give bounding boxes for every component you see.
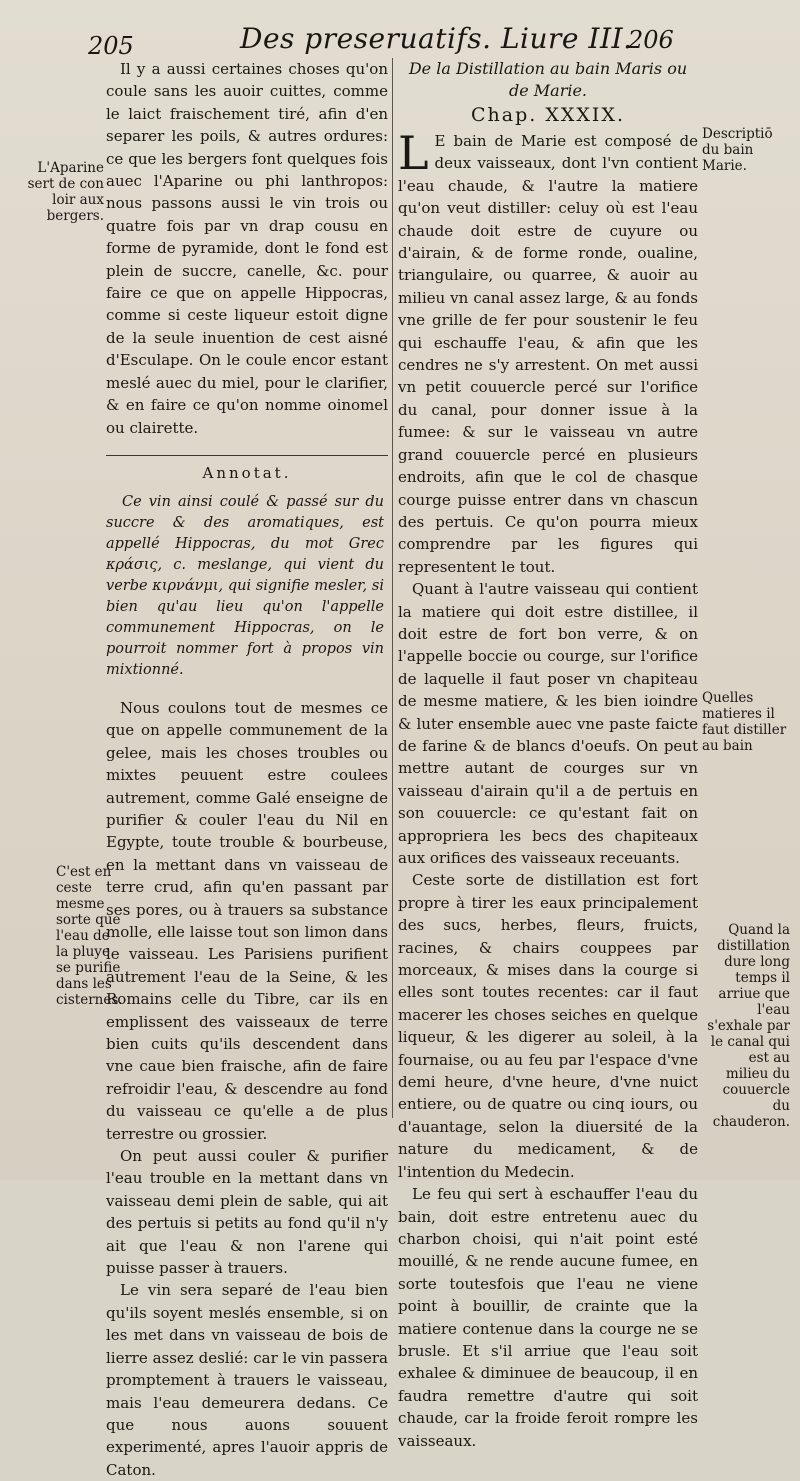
- page-header: [0, 12, 800, 60]
- annotation-rule: [106, 455, 388, 456]
- margin-note-description: Descriptiō du bain Marie.: [702, 126, 773, 174]
- chapter-heading: De la Distillation au bain Maris ou de Marie.: [408, 59, 688, 100]
- right-paragraph-3: Ceste sorte de distillation est fort propre à tirer les eaux principalement des sucs, herbes, fleurs, fruicts, racines, & chairs couppees par morceaux, & mises dans la courge si elles sont toutes recentes: car il faut macerer les choses seiches en quelque liqueur, & les digerer au soleil, à la fournaise, ou au feu par l'espace d'vne demi heure, d'vne heure, d'vne nuict entiere, ou de quatre ou cinq iours, ou d'auantage, selon la diuersité de la nature du medicament, & de l'intention du Medecin.: [398, 871, 698, 1181]
- margin-note-matieres: Quelles matieres il faut distiller au bain: [702, 690, 787, 754]
- right-paragraph-1: [398, 126, 698, 578]
- chapter-number: Chap. XXXIX.: [471, 104, 625, 126]
- left-column: [106, 58, 388, 1481]
- page-number-right: 206: [628, 26, 674, 54]
- right-paragraph-4: Le feu qui sert à eschauffer l'eau du bain, doit estre entretenu auec du charbon choisi, qui n'ait point esté mouillé, & ne rende aucune fumee, en sorte toutesfois que l'eau ne viene point à bouillir, de crainte que la matiere contenue dans la courge ne se brusle. Et s'il arriue que l'eau soit exhalee & diminuee de beaucoup, il en faudra remettre d'autre qui soit chaude, car la froide feroit rompre les vaisseaux.: [398, 1185, 698, 1450]
- right-column: [398, 58, 698, 1452]
- left-paragraph-4: Le vin sera separé de l'eau bien qu'ils soyent meslés ensemble, si on les met dans vn vaisseau de bois de lierre assez deslié: car le vin passera promptement à trauers le vaisseau, mais l'eau demeurera dedans. Ce que nous auons souuent experimenté, apres l'auoir appris de Caton.: [106, 1281, 388, 1479]
- left-paragraph-1: Il y a aussi certaines choses qu'on coule sans les auoir cuittes, comme le laict fraischement tiré, afin d'en separer les poils, & autres ordures: ce que les bergers font quelques fois auec l'Aparine ou phi lanthropos: nous passons aussi le vin trois ou quatre fois par vn drap cousu en forme de pyramide, dont le fond est plein de succre, canelle, &c. pour faire ce que on appelle Hippocras, comme si ceste liqueur estoit digne de la seule inuention de cest aisné d'Esculape. On le coule encor estant meslé auec du miel, pour le clarifier, & en faire ce qu'on nomme oinomel ou clairette.: [106, 60, 388, 437]
- right-paragraph-1-text: E bain de Marie est composé de deux vaisseaux, dont l'vn contient l'eau chaude, & l'autre la matiere qu'on veut distiller: celuy où est l'eau chaude doit estre de cuyure ou d'airain, & de forme ronde, oualine, triangulaire, ou quarree, & auoir au milieu vn canal assez large, & au fonds vne grille de fer pour soustenir le feu qui eschauffe l'eau, & afin que les cendres ne s'y arrestent. On met aussi vn petit couuercle percé sur l'orifice du canal, pour donner issue à la fumee: & sur le vaisseau vn autre grand couuercle percé en plusieurs endroits, afin que le col de chasque courge puisse entrer dans vn chascun des pertuis. Ce qu'on pourra mieux comprendre par les figures qui representent le tout.: [398, 132, 698, 576]
- running-title: Des preseruatifs. Liure III.: [240, 22, 633, 55]
- margin-note-aparine: L'Aparine sert de con loir aux bergers.: [27, 160, 104, 224]
- column-divider: [392, 58, 393, 1118]
- left-paragraph-2: Nous coulons tout de mesmes ce que on appelle communement de la gelee, mais les choses troubles ou mixtes peuuent estre coulees autrement, comme Galé enseigne de purifier & couler l'eau du Nil en Egypte, toute trouble & bourbeuse, en la mettant dans vn vaisseau de terre crud, afin qu'en passant par ses pores, ou à trauers sa substance molle, elle laisse tout son limon dans le vaisseau. Les Parisiens purifient autrement l'eau de la Seine, & les Romains celle du Tibre, car ils en emplissent des vaisseaux de terre bien cuits qu'ils descendent dans vne caue bien fraische, afin de faire refroidir l'eau, & descendre au fond du vaisseau ce qu'elle a de plus terrestre ou grossier.: [106, 698, 388, 1143]
- margin-note-distillation: Quand la distillation dure long temps il arriue que l'eau s'exhale par le canal qui est au milieu du couuercle du chauderon.: [707, 922, 790, 1130]
- drop-cap: L: [398, 126, 429, 180]
- annotation-text: Ce vin ainsi coulé & passé sur du succre & des aromatiques, est appellé Hippocras, du mot Grec κράσις, c. meslange, qui vient du verbe κιρνάνμι, qui signifie mesler, si bien qu'au lieu qu'on l'appelle communement Hippocras, on le pourroit nommer fort à propos vin mixtionné.: [106, 493, 384, 678]
- page-number-left: 205: [88, 32, 134, 60]
- left-paragraph-3: On peut aussi couler & purifier l'eau trouble en la mettant dans vn vaisseau demi plein de sable, qui ait des pertuis si petits au fond qu'il n'y ait que l'eau & non l'arene qui puisse passer à trauers.: [106, 1147, 388, 1278]
- margin-note-cisternes: C'est en ceste mesme sorte que l'eau de la pluye se purifie dans les cisternes.: [56, 864, 123, 1008]
- right-paragraph-2: Quant à l'autre vaisseau qui contient la matiere qui doit estre distillee, il doit estre de fort bon verre, & on l'appelle boccie ou courge, sur l'orifice de laquelle il faut poser vn chapiteau de mesme matiere, & les bien ioindre & luter ensemble auec vne paste faicte de farine & de blancs d'oeufs. On peut mettre autant de courges sur vn vaisseau d'airain qu'il a de pertuis en son couuercle: ce qu'estant fait on appropriera les becs des chapiteaux aux orifices des vaisseaux receuants.: [398, 580, 698, 867]
- annotation-title: Annotat.: [202, 463, 292, 482]
